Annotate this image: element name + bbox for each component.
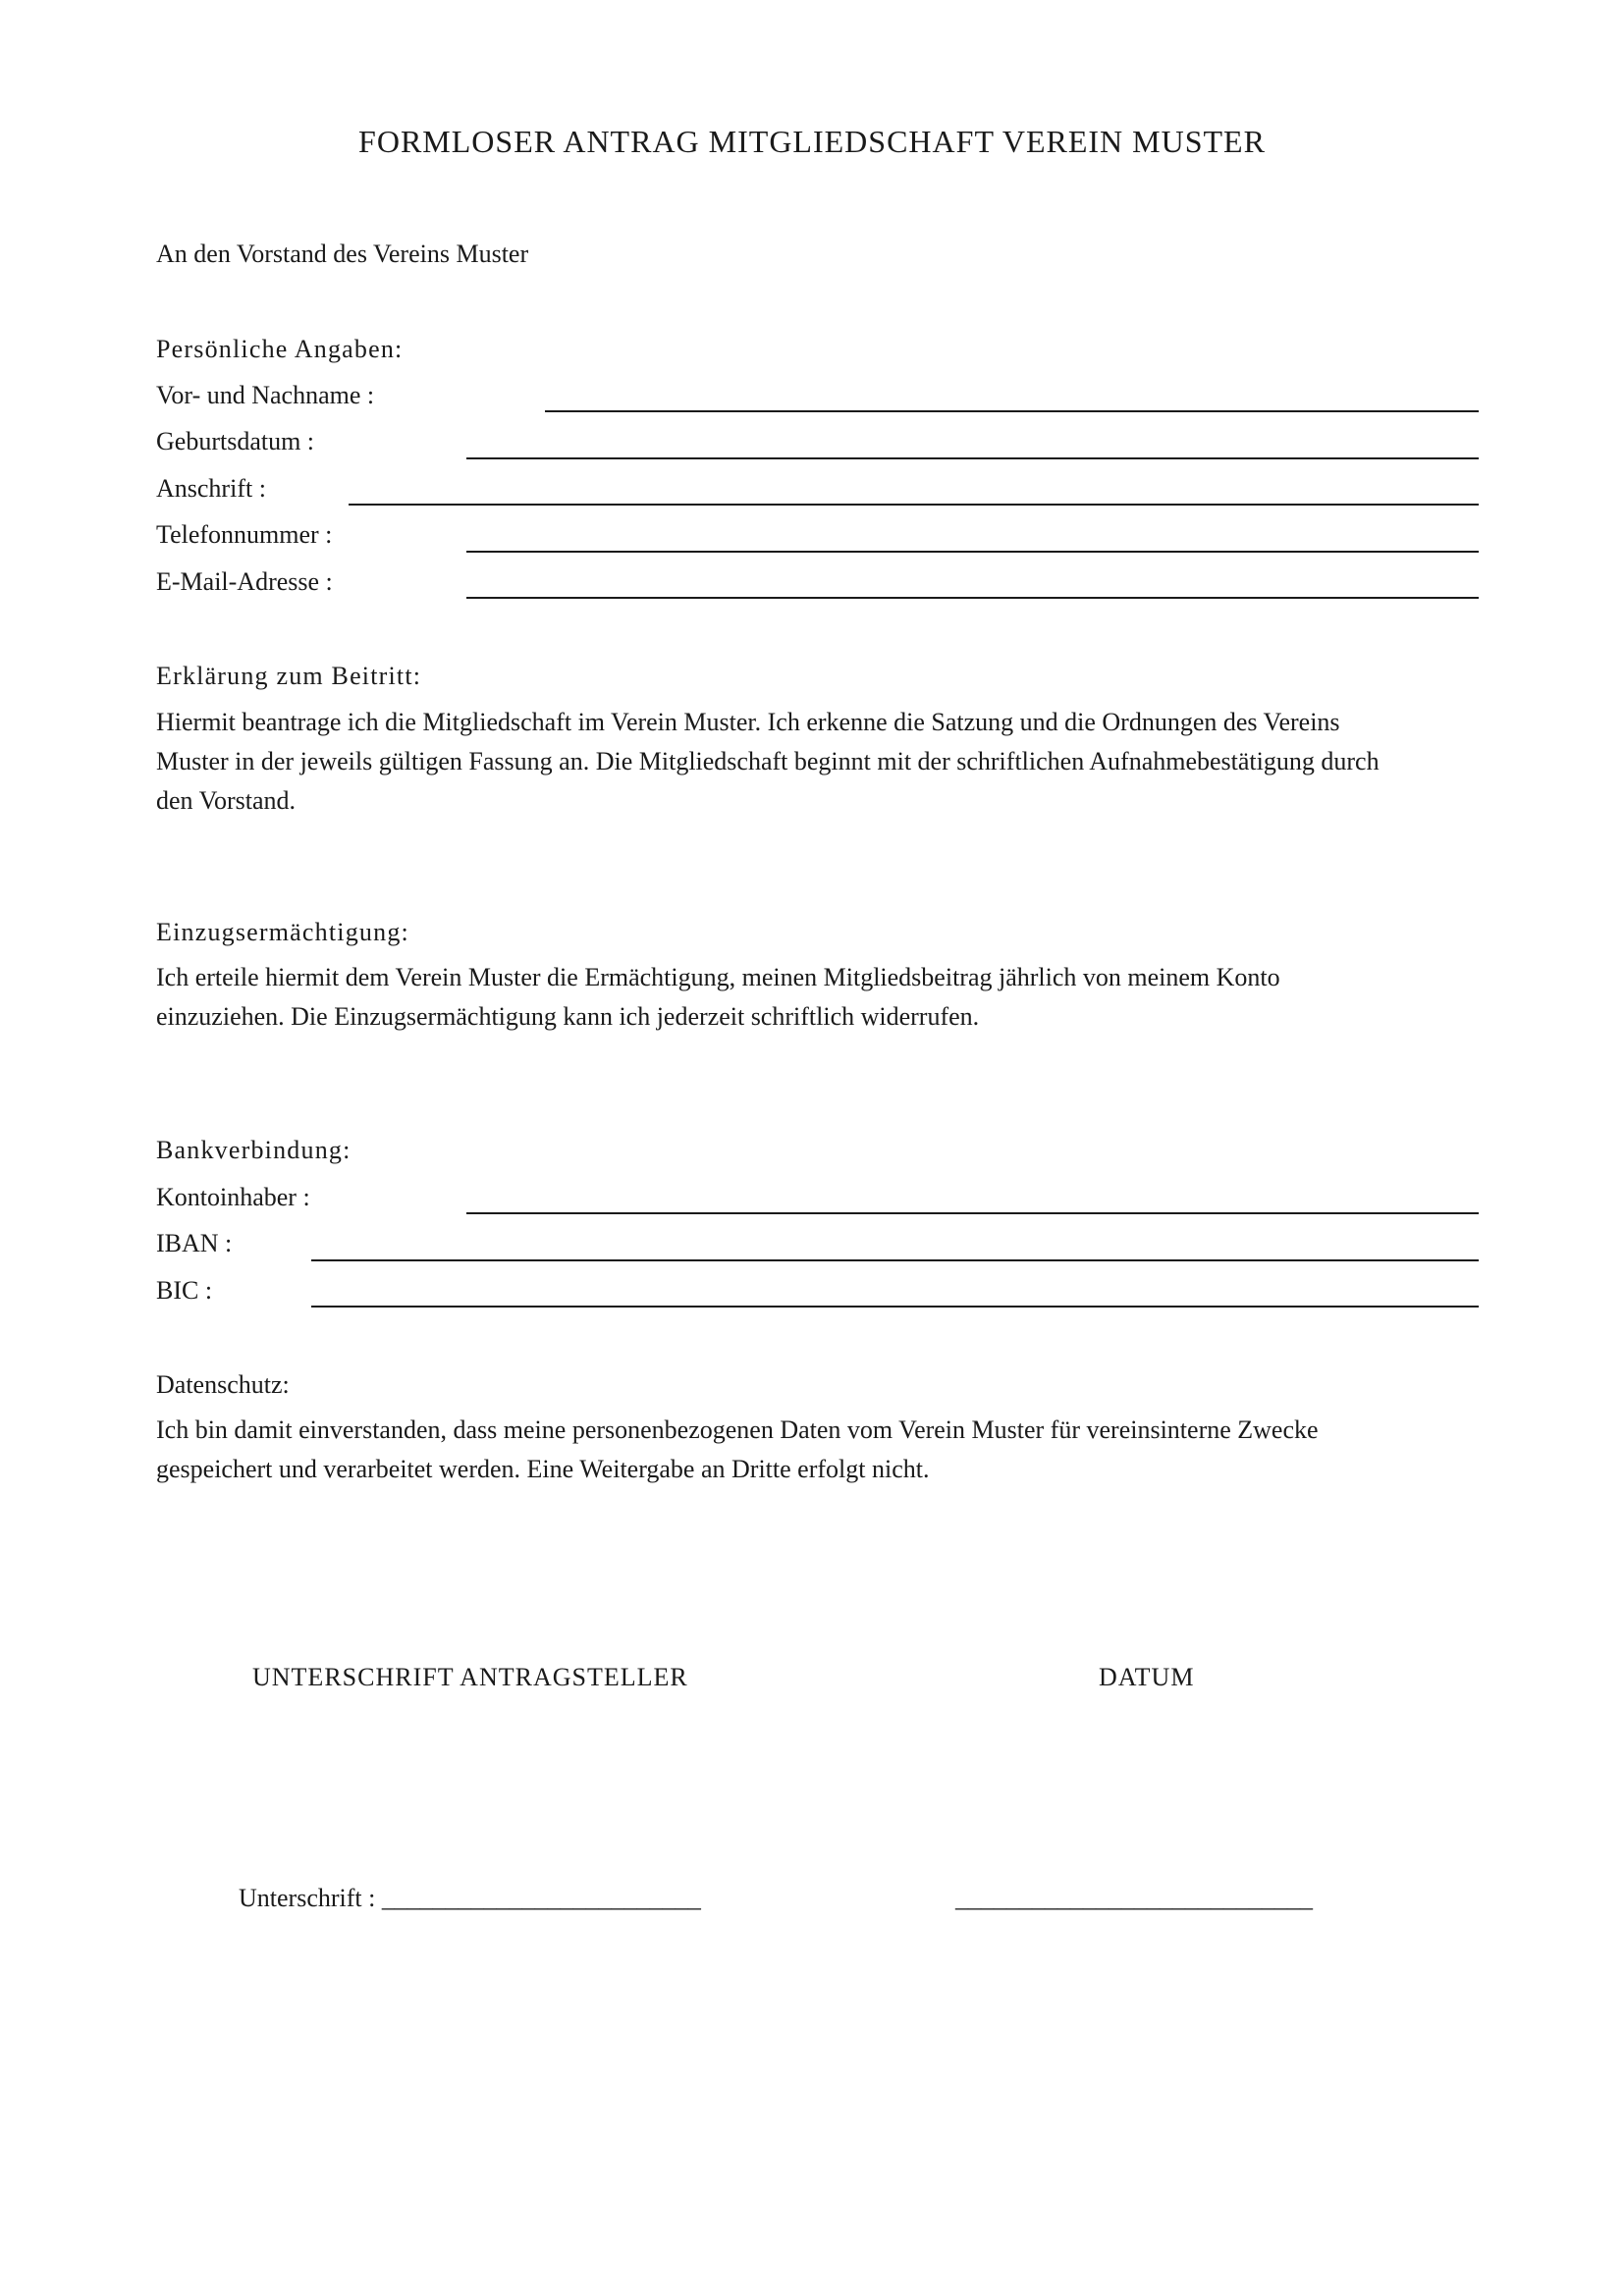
declaration-text [156, 703, 1491, 821]
signature-label: Unterschrift : [239, 1884, 376, 1912]
signature-blank[interactable]: _________________________ [381, 1884, 701, 1912]
declaration-line: Hiermit beantrage ich die Mitgliedschaft im Verein Muster. Ich erkenne die Satzung und die Ordnungen des Vereins [156, 708, 1340, 736]
signature-line[interactable] [239, 1882, 701, 1915]
date-heading: DATUM [1099, 1663, 1195, 1691]
name-label: Vor- und Nachname : [156, 381, 375, 409]
phone-field[interactable] [466, 551, 1479, 553]
iban-field[interactable] [311, 1259, 1479, 1261]
bic-label: BIC : [156, 1276, 213, 1305]
account-holder-field[interactable] [466, 1212, 1479, 1214]
privacy-heading: Datenschutz: [156, 1370, 290, 1399]
page-title: FORMLOSER ANTRAG MITGLIEDSCHAFT VEREIN MUSTER [358, 124, 1266, 159]
name-field[interactable] [545, 410, 1479, 412]
declaration-heading: Erklärung zum Beitritt: [156, 662, 422, 690]
bic-field[interactable] [311, 1306, 1479, 1308]
iban-label: IBAN : [156, 1229, 233, 1257]
birthdate-label: Geburtsdatum : [156, 427, 315, 455]
phone-label: Telefonnummer : [156, 520, 333, 549]
address-label: Anschrift : [156, 474, 266, 503]
email-label: E-Mail-Adresse : [156, 567, 333, 596]
declaration-line: Muster in der jeweils gültigen Fassung an. Die Mitgliedschaft beginnt mit der schriftlichen Aufnahmebestätigung durch [156, 747, 1380, 775]
email-field[interactable] [466, 597, 1479, 599]
mandate-line: Ich erteile hiermit dem Verein Muster die Ermächtigung, meinen Mitgliedsbeitrag jährlich von meinem Konto [156, 963, 1280, 991]
mandate-line: einzuziehen. Die Einzugsermächtigung kann ich jederzeit schriftlich widerrufen. [156, 1002, 980, 1031]
date-blank[interactable]: ____________________________ [955, 1884, 1313, 1912]
declaration-line: den Vorstand. [156, 786, 297, 815]
addressee: An den Vorstand des Vereins Muster [156, 240, 529, 268]
privacy-line: gespeichert und verarbeitet werden. Eine Weitergabe an Dritte erfolgt nicht. [156, 1455, 930, 1483]
personal-heading: Persönliche Angaben: [156, 335, 404, 363]
applicant-signature-heading: UNTERSCHRIFT ANTRAGSTELLER [252, 1663, 688, 1691]
privacy-line: Ich bin damit einverstanden, dass meine personenbezogenen Daten vom Verein Muster für vereinsinterne Zwecke [156, 1415, 1319, 1444]
mandate-text [156, 958, 1491, 1037]
account-holder-label: Kontoinhaber : [156, 1183, 310, 1211]
address-field[interactable] [349, 504, 1479, 506]
birthdate-field[interactable] [466, 457, 1479, 459]
mandate-heading: Einzugsermächtigung: [156, 918, 409, 946]
bank-heading: Bankverbindung: [156, 1136, 352, 1164]
privacy-text [156, 1411, 1491, 1489]
